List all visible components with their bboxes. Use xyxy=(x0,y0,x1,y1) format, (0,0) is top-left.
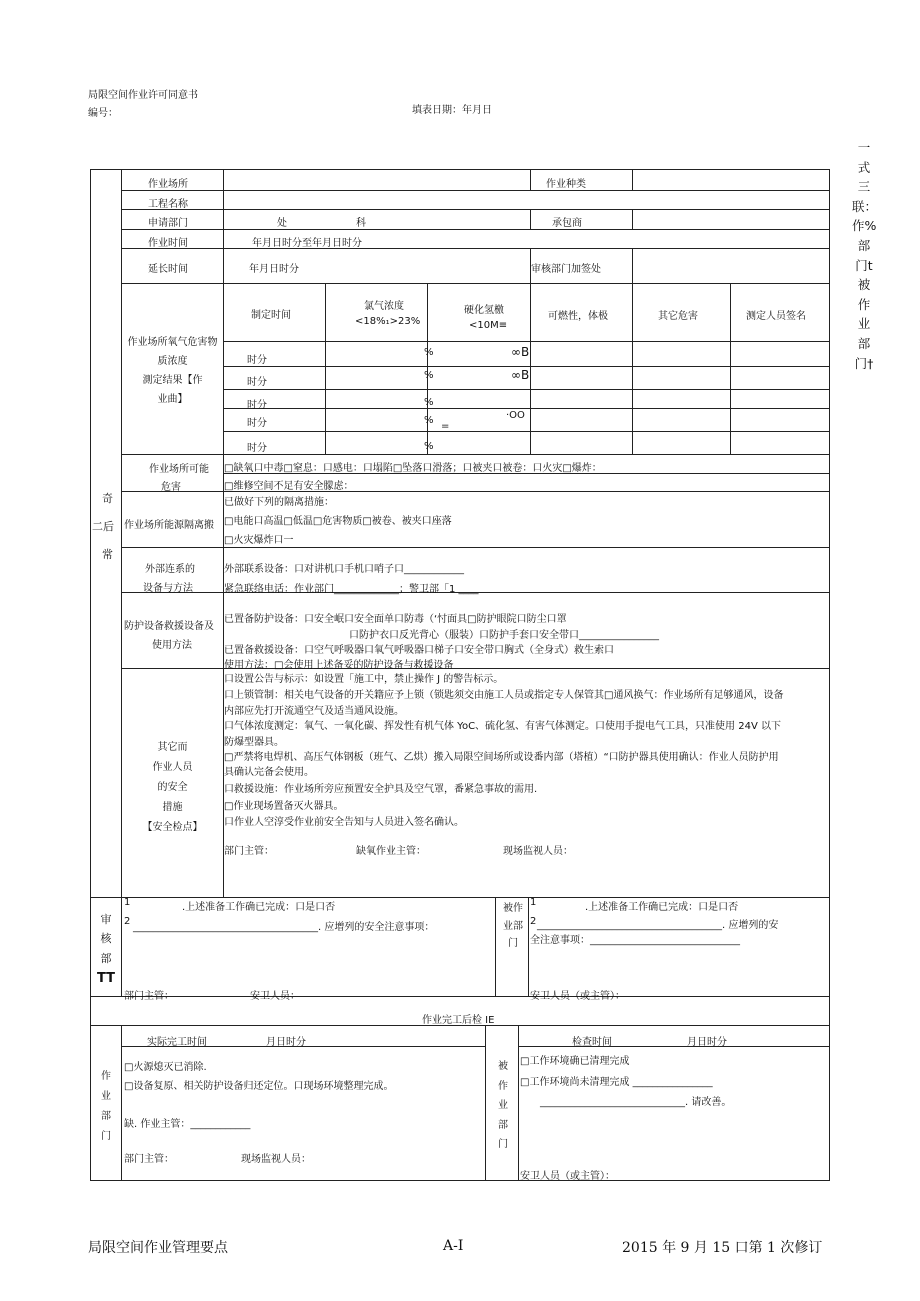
head-oxygen-range: <18%₁>23% xyxy=(355,316,421,327)
footer-revision: 2015 年 9 月 15 口第 1 次修订 xyxy=(622,1240,823,1256)
work-type-label: 作业种类 xyxy=(546,179,586,190)
hazard-options[interactable]: □缺氧口中毒□窒息：口感电：口塌陷□坠落口滑落；口被夹口被卷：口火灾□爆炸： xyxy=(224,463,602,474)
actual-completion-value: 月日时分 xyxy=(266,1037,306,1048)
safety-line[interactable]: 口救援设施：作业场所旁应预置安全护具及空气罩，番紧急事故的需用. xyxy=(224,784,538,795)
external-contact-devices[interactable]: 外部联系设备：口对讲机口手机口哨子口____________ xyxy=(224,564,464,575)
left-column-middle: 二后 xyxy=(92,520,114,533)
fire-extinguished-check[interactable]: □火源熄灭已消除. xyxy=(124,1062,207,1073)
contractor-input[interactable] xyxy=(633,210,828,228)
work-type-input[interactable] xyxy=(633,170,828,189)
left-column-top: 奇 xyxy=(102,492,113,505)
head-h2s-limit: <10M≡ xyxy=(469,320,508,331)
safety-line[interactable]: 口作业人空淳受作业前安全告知与人员进入签名确认。 xyxy=(224,817,464,828)
footer-doc-name: 局限空间作业管理要点 xyxy=(88,1240,228,1256)
dept-ke: 科 xyxy=(356,218,366,229)
document-title: 局限空间作业许可同意书 xyxy=(88,90,198,101)
safety-line: 内部应先打开流通空气及适当通风设施。 xyxy=(224,706,404,717)
isolation-options[interactable]: □电能口高温□低温□危害物质□被卷、被夹口座落 xyxy=(224,516,452,527)
gas-measure-label: 作业场所氧气危害物 质浓度 測定结果【作 业曲】 xyxy=(127,337,218,405)
protective-equipment[interactable]: 已置备防护设备：口安全岷口安全面单口防毒（‘忖面具□防护眼院口防尘口罩 xyxy=(224,614,567,625)
work-supervisor-sign[interactable]: 缺. 作业主管：____________ xyxy=(124,1119,251,1130)
review-dept-sign-input[interactable] xyxy=(633,249,828,282)
review-item-number: 2 xyxy=(530,916,537,927)
head-other-hazard: 其它危害 xyxy=(658,311,698,322)
project-name-input[interactable] xyxy=(224,191,828,208)
site-input[interactable] xyxy=(224,170,529,189)
review-safety-officer: 安卫人员： xyxy=(250,991,300,1002)
equipment-restored-check[interactable]: □设备复原、相关防护设备归还定位。口现场环境整理完成。 xyxy=(124,1081,394,1092)
completion-title: 作业完工后检 IE xyxy=(422,1015,495,1026)
hazard-label: 作业场所可能 xyxy=(149,464,209,475)
footer-page-code: A-I xyxy=(443,1238,464,1254)
worked-prepared-check[interactable]: .上述准备工作确已完成：口是口否 xyxy=(585,902,739,913)
sign-site-monitor: 现场监视人员： xyxy=(503,846,573,857)
head-tester-sign: 测定人员签名 xyxy=(746,311,806,322)
worked-dept-label: 被作 业部 门 xyxy=(503,903,523,949)
safety-line[interactable]: □严禁将电焊机、高压气体钢板（班气、乙烘）搬入局限空间场所或设番内部（塔植）“口防护器具使用确认：作业人员防护用 xyxy=(224,752,779,763)
head-measure-time: 制定时间 xyxy=(251,310,291,321)
worked-safety-officer: 安卫人员（或主管）： xyxy=(530,991,625,1002)
improvement-note[interactable]: _____________________________. 请改善。 xyxy=(540,1097,732,1108)
safety-measures-label: 其它而 作业人员 的安全 措施 【安全检点】 xyxy=(142,742,203,833)
safety-line[interactable]: 口设置公告与标示：如设置「施工中，禁止操作 J 的警告标示。 xyxy=(224,674,504,685)
completion-dept-manager: 部门主管： xyxy=(124,1154,174,1165)
hazard-label-2: 危害 xyxy=(161,482,181,493)
sign-dept-manager: 部门主管： xyxy=(224,846,274,857)
isolation-fire-option[interactable]: □火灾爆炸口一 xyxy=(224,535,294,546)
environment-cleaned-check[interactable]: □工作环境确已清理完成 xyxy=(520,1056,630,1067)
copies-note: 一式三联：作%部门t被作业部门† xyxy=(852,140,878,371)
inspection-time-label: 检查时间 xyxy=(572,1037,612,1048)
inspection-time-value: 月日时分 xyxy=(687,1037,727,1048)
head-oxygen: 氯气浓度 xyxy=(364,301,404,312)
safety-line[interactable]: □作业现场置备灭火器具。 xyxy=(224,801,344,812)
dept-chu: 处 xyxy=(277,218,287,229)
completion-site-monitor: 现场监视人员： xyxy=(241,1154,311,1165)
usage-method[interactable]: 使用方法：□会使用上述备妥的防护设备与救援设备 xyxy=(224,660,454,671)
emergency-phone[interactable]: 紧急联络电话：作业部门_____________；警卫部「1 ____ xyxy=(224,584,479,595)
work-time-value: 年月日时分至年月日时分 xyxy=(252,238,362,249)
sign-hypoxia-supervisor: 缺氧作业主管： xyxy=(356,846,426,857)
contact-label-2: 设备与方法 xyxy=(143,583,193,594)
worked-extra-notes-2[interactable]: 全注意事项：______________________________ xyxy=(530,935,740,946)
rescue-equipment[interactable]: 已置备救援设备：口空气呼吸器口氧气呼吸器口梯子口安全带口胸式（全身式）救生索口 xyxy=(224,645,614,656)
project-name-label: 工程名称 xyxy=(148,199,188,210)
review-dept-sign-label: 审核部门加签处 xyxy=(531,264,601,275)
worked-extra-notes[interactable]: _____________________________________. 应增列的安 xyxy=(537,920,779,931)
extend-time-label: 延长时间 xyxy=(148,264,188,275)
work-time-label: 作业时间 xyxy=(148,238,188,249)
completion-safety-officer: 安卫人员（或主管）： xyxy=(520,1171,615,1182)
safety-line: 具确认完备会使用。 xyxy=(224,767,314,778)
actual-completion-label: 实际完工时间 xyxy=(147,1037,207,1048)
protection-label: 防护设备救援设备及 xyxy=(124,621,214,632)
review-dept-manager: 部门主管： xyxy=(124,991,174,1002)
head-h2s: 硬化氢檄 xyxy=(464,305,504,316)
fill-date: 填表日期：年月日 xyxy=(412,105,492,116)
review-item-number: 1 xyxy=(530,897,537,908)
safety-line: 防爆型器具。 xyxy=(224,737,284,748)
review-item-number: 1 xyxy=(124,897,131,908)
extend-time-value: 年月日时分 xyxy=(249,264,299,275)
protection-label-2: 使用方法 xyxy=(152,640,192,651)
hazard-space-option[interactable]: □维修空间不足有安全朦虑： xyxy=(224,481,354,492)
isolation-intro: 已做好下列的隔离措施： xyxy=(224,497,334,508)
safety-line[interactable]: 口气体浓度测定：氧气、一氧化碳、挥发性有机气体 YoC、硫化氢、有害气体测定。口使用手提电气工具，只准使用 24V 以下 xyxy=(224,721,781,732)
review-extra-notes[interactable]: _____________________________________. 应增列的安全注意事项： xyxy=(133,922,435,933)
review-prepared-check[interactable]: .上述准备工作确已完成：口是口否 xyxy=(182,902,336,913)
left-column-bottom: 常 xyxy=(102,548,113,561)
contact-label: 外部连系的 xyxy=(145,564,195,575)
contractor-label: 承包商 xyxy=(552,218,582,229)
completion-worked-dept-label: 被 作 业 部 门 xyxy=(498,1061,508,1150)
environment-not-cleaned-check[interactable]: □工作环境尚未清理完成 ________________ xyxy=(520,1077,713,1088)
protective-equipment-2[interactable]: 口防护衣口反光背心（服装）口防护手套口安全带口________________ xyxy=(349,630,659,641)
safety-line[interactable]: 口上锁管制：相关电气设备的开关籍应予上锁（锁匙须交由施工人员或指定专人保管其□通风换气：作业场所有足够通风，设备 xyxy=(224,690,784,701)
site-label: 作业场所 xyxy=(148,179,188,190)
head-flammability: 可燃性，体极 xyxy=(548,311,608,322)
review-item-number: 2 xyxy=(124,916,131,927)
applying-dept-label: 申请部门 xyxy=(148,218,188,229)
review-dept-label: 审 核 部 TT xyxy=(96,913,116,986)
serial-number-label: 编号： xyxy=(88,108,118,119)
isolation-label: 作业场所能源隔离搬 xyxy=(124,520,214,531)
completion-work-dept-label: 作 业 部 门 xyxy=(101,1071,111,1142)
